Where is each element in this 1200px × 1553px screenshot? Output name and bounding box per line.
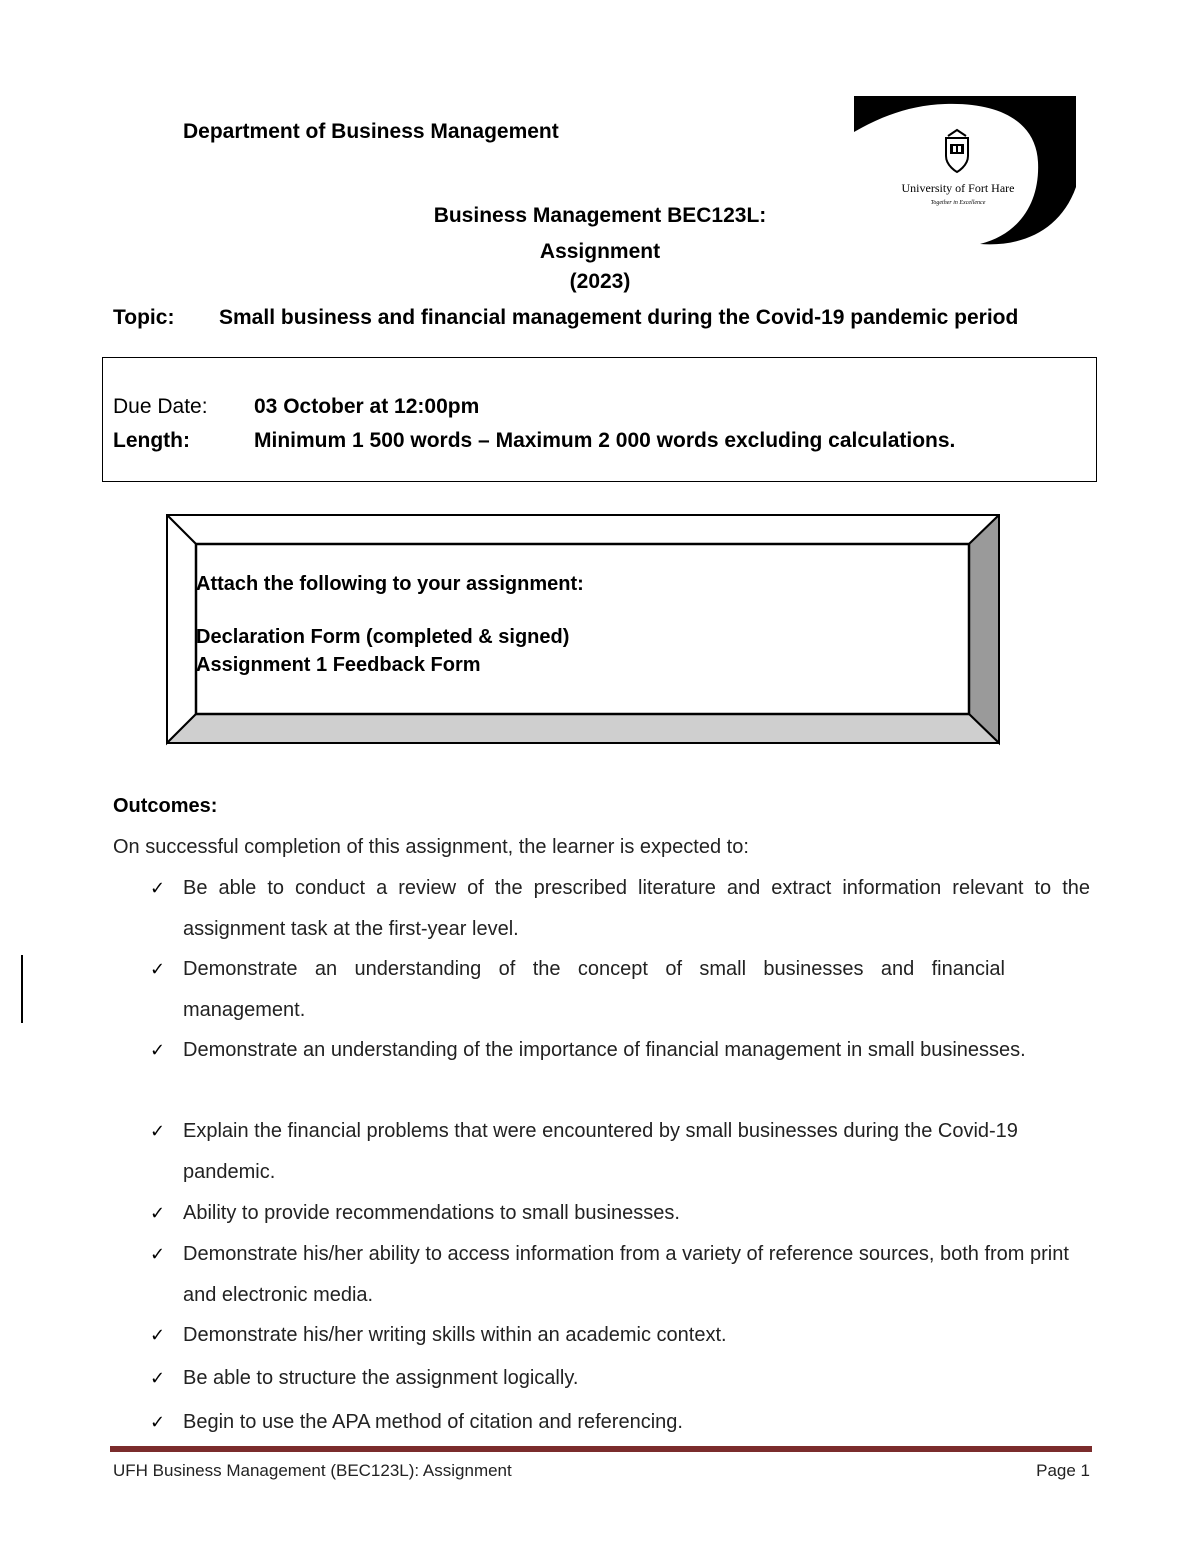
page-number: Page 1: [1036, 1461, 1090, 1480]
course-title: Business Management BEC123L:: [433, 204, 767, 227]
checkmark-icon: ✓: [150, 1325, 166, 1345]
text-cursor: [21, 955, 23, 1023]
checkmark-icon: ✓: [150, 959, 166, 979]
outcome-text: Demonstrate his/her ability to access information from a variety of reference sources, both from print and electronic media.: [183, 1243, 1069, 1306]
outcomes-intro: On successful completion of this assignment, the learner is expected to:: [113, 836, 749, 858]
attach-heading: Attach the following to your assignment:: [196, 573, 584, 595]
outcome-text: Explain the financial problems that were encountered by small businesses during the Covid-19 pandemic.: [183, 1120, 1018, 1183]
due-date-row: [113, 395, 479, 419]
checkmark-icon: ✓: [150, 1368, 166, 1388]
checkmark-icon: ✓: [150, 1412, 166, 1432]
topic-value: Small business and financial management during the Covid-19 pandemic period: [219, 306, 1019, 329]
topic-line: [113, 306, 1018, 330]
outcome-text: Ability to provide recommendations to small businesses.: [183, 1202, 680, 1224]
outcome-item: [150, 868, 1090, 949]
due-date-value: 03 October at 12:00pm: [254, 395, 480, 418]
outcome-item: [150, 1402, 1090, 1443]
footer-divider: [110, 1446, 1092, 1452]
outcome-text: Demonstrate an understanding of the importance of financial management in small businesses.: [183, 1039, 1026, 1061]
outcome-item: [150, 1315, 1090, 1356]
outcome-text: Be able to conduct a review of the prescribed literature and extract information relevant to the assignment task at the first-year level.: [183, 877, 1090, 940]
outcome-text: Demonstrate an understanding of the concept of small businesses and financial management.: [183, 958, 1005, 1021]
department-title: Department of Business Management: [183, 120, 559, 143]
outcome-text: Demonstrate his/her writing skills within an academic context.: [183, 1324, 727, 1346]
outcome-text: Begin to use the APA method of citation and referencing.: [183, 1411, 683, 1433]
length-label: Length:: [113, 429, 190, 452]
outcomes-heading: Outcomes:: [113, 795, 218, 817]
outcome-item: [150, 1193, 1090, 1234]
outcome-item: [150, 949, 1005, 1030]
checkmark-icon: ✓: [150, 1040, 166, 1060]
due-date-label: Due Date:: [113, 395, 208, 418]
outcome-item: [150, 1234, 1090, 1315]
outcome-item: [150, 1111, 1050, 1192]
checkmark-icon: ✓: [150, 1244, 166, 1264]
checkmark-icon: ✓: [150, 1203, 166, 1223]
outcome-item: [150, 1030, 1040, 1071]
logo-tagline: Together in Excellence: [930, 200, 986, 206]
logo-name: University of Fort Hare: [901, 181, 1015, 195]
document-type: Assignment: [539, 240, 661, 263]
outcome-text: Be able to structure the assignment logically.: [183, 1367, 579, 1389]
document-year: (2023): [569, 270, 631, 293]
attach-item-declaration: Declaration Form (completed & signed): [196, 626, 570, 648]
checkmark-icon: ✓: [150, 878, 166, 898]
outcome-item: [150, 1358, 1090, 1399]
length-value: Minimum 1 500 words – Maximum 2 000 words excluding calculations.: [254, 429, 956, 452]
due-date-box: [102, 357, 1097, 482]
length-row: [113, 429, 955, 453]
topic-label: Topic:: [113, 306, 175, 329]
checkmark-icon: ✓: [150, 1121, 166, 1141]
footer-title: UFH Business Management (BEC123L): Assignment: [113, 1461, 512, 1480]
attach-item-feedback: Assignment 1 Feedback Form: [196, 654, 481, 676]
